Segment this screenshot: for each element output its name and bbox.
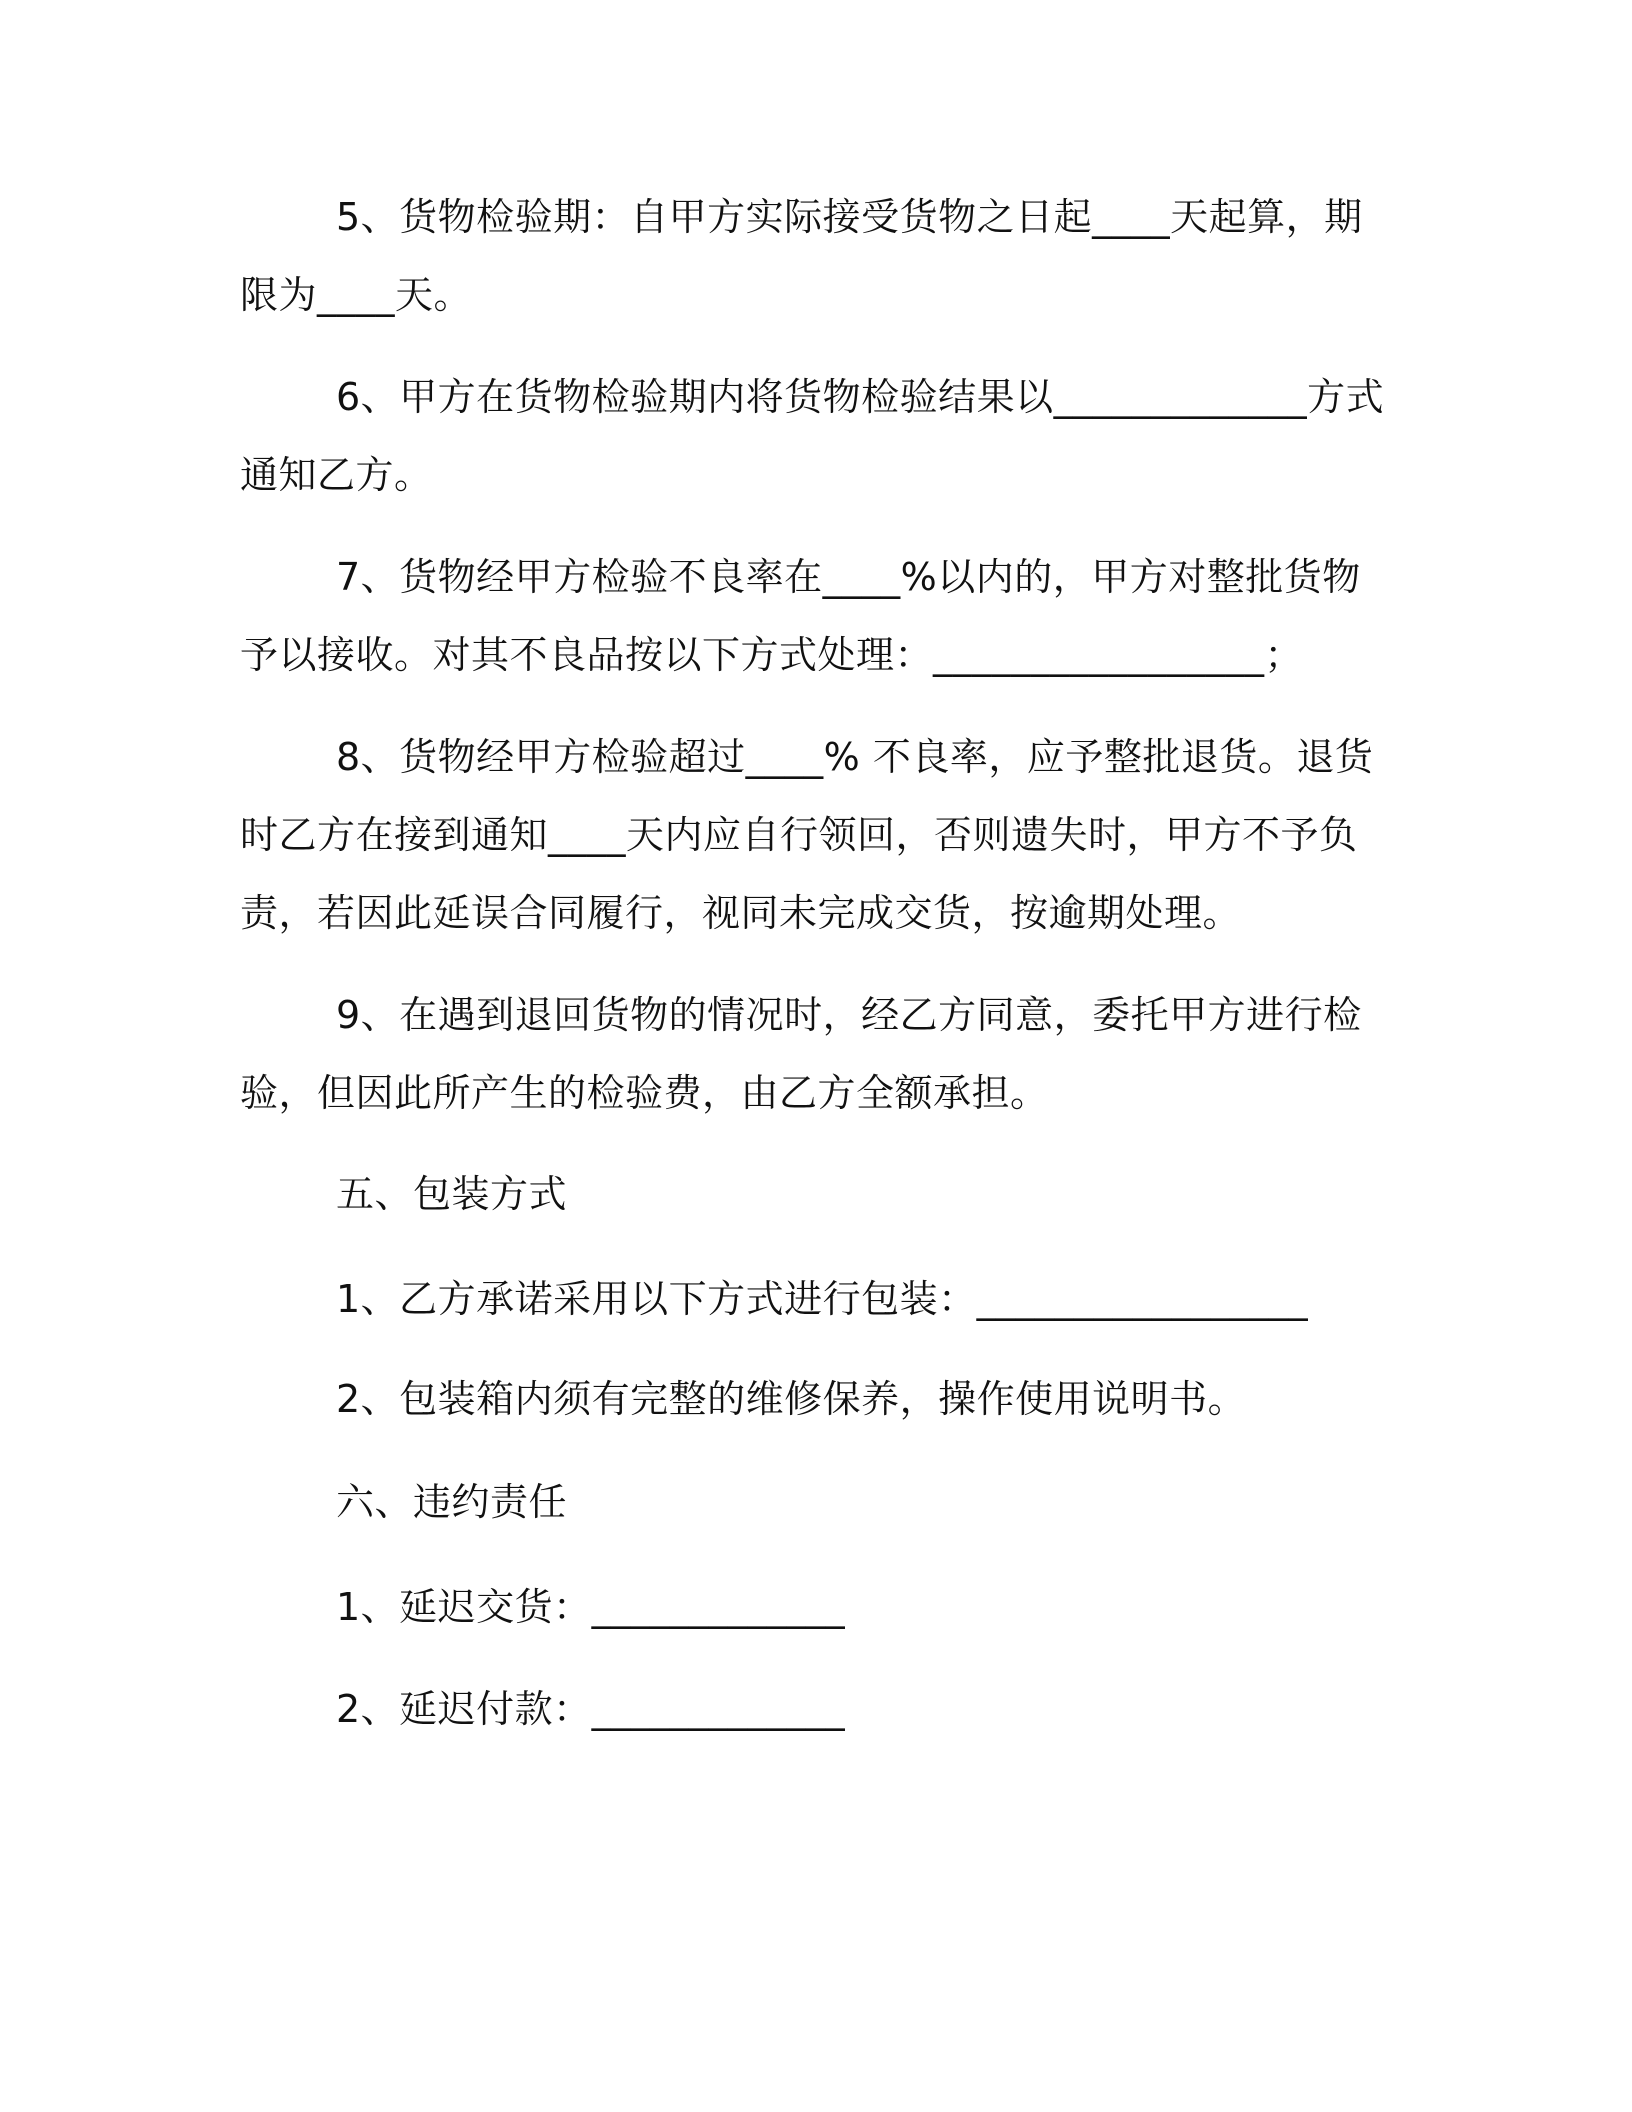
clause-7-defect-rate-accept: 7、货物经甲方检验不良率在____%以内的，甲方对整批货物予以接收。对其不良品按以下方式处理：_________________； (240, 555, 1361, 677)
breach-item-1-late-delivery: 1、延迟交货：_____________ (336, 1585, 846, 1629)
packaging-item-1: 1、乙方承诺采用以下方式进行包装：_________________ (336, 1277, 1309, 1321)
packaging-item-2: 2、包装箱内须有完整的维修保养，操作使用说明书。 (336, 1377, 1247, 1421)
clause-8-return-goods: 8、货物经甲方检验超过____% 不良率，应予整批退货。退货时乙方在接到通知____天内应自行领回，否则遗失时，甲方不予负责，若因此延误合同履行，视同未完成交货，按逾期处理。 (240, 735, 1374, 935)
clause-6-inspection-notice: 6、甲方在货物检验期内将货物检验结果以_____________方式通知乙方。 (240, 375, 1385, 497)
clause-5-inspection-period: 5、货物检验期：自甲方实际接受货物之日起____天起算，期限为____天。 (240, 195, 1363, 317)
section-heading-packaging: 五、包装方式 (336, 1172, 568, 1216)
breach-item-2-late-payment: 2、延迟付款：_____________ (336, 1687, 846, 1731)
section-heading-breach-liability: 六、违约责任 (336, 1480, 568, 1524)
clause-9-inspection-fee: 9、在遇到退回货物的情况时，经乙方同意，委托甲方进行检验，但因此所产生的检验费，由乙方全额承担。 (240, 993, 1362, 1115)
